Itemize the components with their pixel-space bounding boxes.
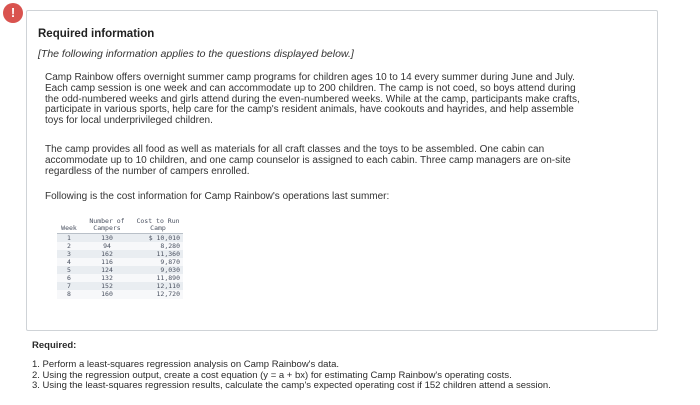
paragraph-line: The camp provides all food as well as materials for all craft classes and the toys to be assembled. One cabin can xyxy=(45,144,545,155)
week-cell: 6 xyxy=(57,274,81,282)
cost-cell: $ 10,010 xyxy=(133,233,183,242)
paragraph-line: accommodate up to 10 children, and one camp counselor is assigned to each cabin. Three camp managers are on-site xyxy=(45,154,571,166)
week-cell: 8 xyxy=(57,290,81,298)
cost-cell: 12,110 xyxy=(133,282,183,290)
cost-cell: 9,030 xyxy=(133,266,183,274)
required-label: Required: xyxy=(32,340,77,351)
cost-cell: 11,360 xyxy=(133,250,183,258)
required-section xyxy=(32,340,551,392)
table-row xyxy=(57,290,183,298)
panel-subheading: [The following information applies to the questions displayed below.] xyxy=(38,48,354,60)
cost-cell: 11,890 xyxy=(133,274,183,282)
cost-cell: 12,720 xyxy=(133,290,183,298)
week-cell: 4 xyxy=(57,258,81,266)
table-row xyxy=(57,282,183,290)
table-row xyxy=(57,274,183,282)
table-row xyxy=(57,266,183,274)
table-header-cost-top: Cost to Run xyxy=(136,217,180,225)
alert-icon: ! xyxy=(3,3,23,23)
table-header-week: Week xyxy=(57,225,81,233)
cost-cell: 8,280 xyxy=(133,242,183,250)
table-row xyxy=(57,258,183,266)
cost-cell: 9,870 xyxy=(133,258,183,266)
paragraph-line: participate in various sports, help care for the camp's resident animals, have cookouts and hayrides, and help assemble xyxy=(45,104,574,116)
week-cell: 7 xyxy=(57,282,81,290)
paragraph-camp-description xyxy=(45,73,580,127)
required-item: 1. Perform a least-squares regression analysis on Camp Rainbow's data. xyxy=(32,359,340,370)
table-header-campers-top: Number of xyxy=(89,217,125,225)
campers-cell: 130 xyxy=(81,233,133,242)
paragraph-cost-intro: Following is the cost information for Camp Rainbow's operations last summer: xyxy=(45,191,390,202)
campers-cell: 116 xyxy=(81,258,133,266)
table-header-campers: Campers xyxy=(81,225,133,233)
campers-cell: 152 xyxy=(81,282,133,290)
required-information-panel xyxy=(26,10,658,331)
required-item: 3. Using the least-squares regression results, calculate the camp's expected operating cost if 152 children attend a session. xyxy=(32,380,551,391)
panel-heading: Required information xyxy=(38,28,155,40)
paragraph-line: Each camp session is one week and can accommodate up to 200 children. The camp is not coed, so boys attend during xyxy=(45,82,576,94)
paragraph-line: the odd-numbered weeks and girls attend during the even-numbered weeks. While at the camp, participants make crafts, xyxy=(45,93,580,105)
table-row xyxy=(57,250,183,258)
cost-table xyxy=(57,218,183,299)
campers-cell: 162 xyxy=(81,250,133,258)
week-cell: 3 xyxy=(57,250,81,258)
paragraph-camp-provisions xyxy=(45,145,571,177)
campers-cell: 160 xyxy=(81,290,133,298)
paragraph-line: toys for local underprivileged children. xyxy=(45,115,213,127)
week-cell: 5 xyxy=(57,266,81,274)
week-cell: 1 xyxy=(57,233,81,242)
campers-cell: 132 xyxy=(81,274,133,282)
table-row xyxy=(57,233,183,242)
table-row xyxy=(57,242,183,250)
table-header-cost: Camp xyxy=(133,225,183,233)
required-list xyxy=(32,360,551,392)
campers-cell: 124 xyxy=(81,266,133,274)
week-cell: 2 xyxy=(57,242,81,250)
paragraph-line: Camp Rainbow offers overnight summer camp programs for children ages 10 to 14 every summer during June and July. xyxy=(45,72,575,83)
campers-cell: 94 xyxy=(81,242,133,250)
required-item: 2. Using the regression output, create a cost equation (y = a + bx) for estimating Camp Rainbow's operating costs. xyxy=(32,369,512,381)
paragraph-line: regardless of the number of campers enrolled. xyxy=(45,165,250,177)
